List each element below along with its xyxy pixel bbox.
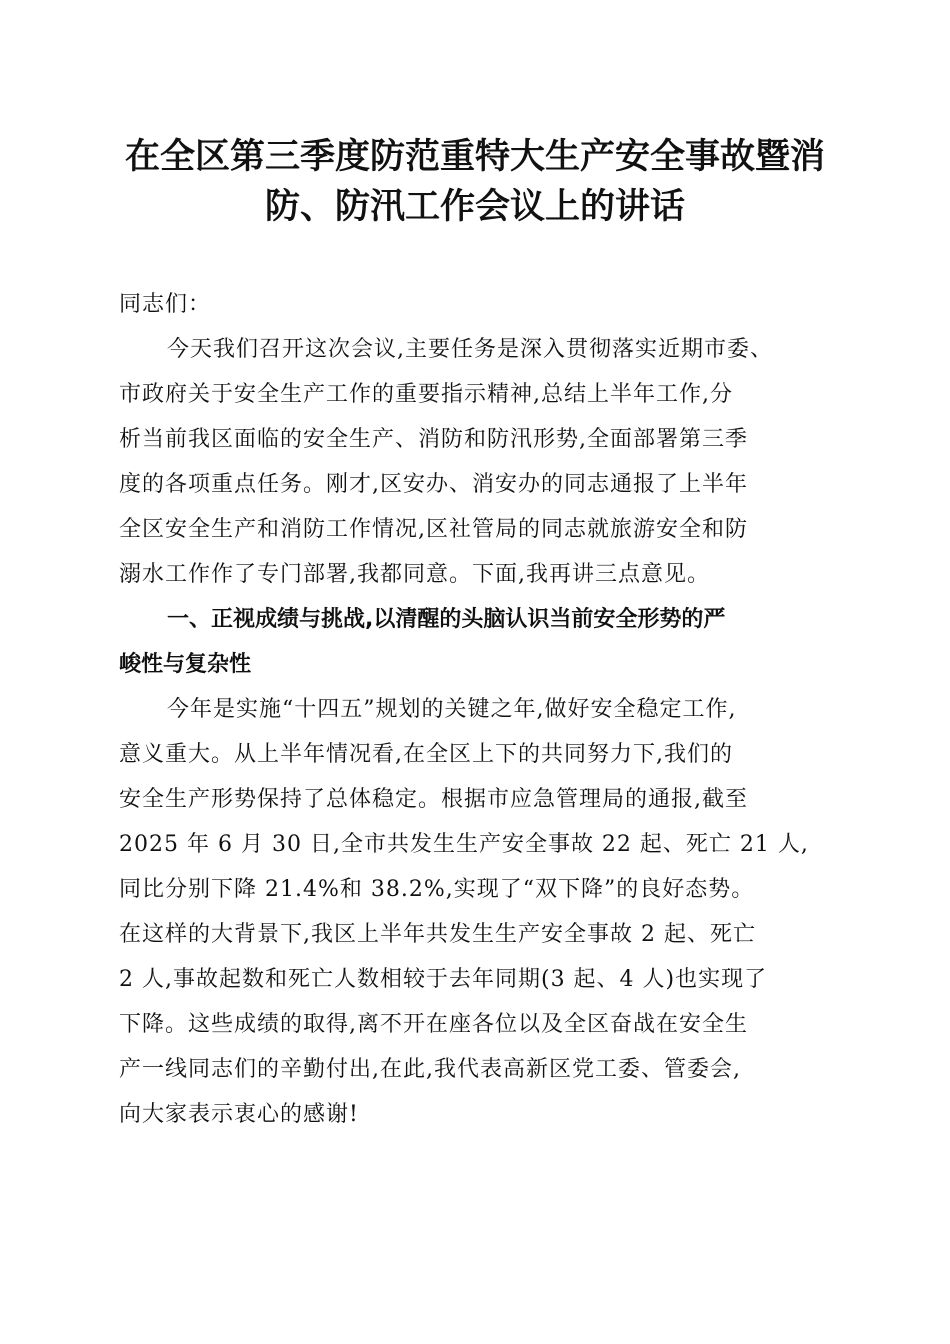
paragraph-2-line: 2 人,事故起数和死亡人数相较于去年同期(3 起、4 人)也实现了 — [119, 967, 768, 992]
paragraph-1-line: 溺水工作作了专门部署,我都同意。下面,我再讲三点意见。 — [119, 562, 710, 587]
paragraph-1 — [119, 327, 835, 597]
paragraph-2-line: 2025 年 6 月 30 日,全市共发生生产安全事故 22 起、死亡 21 人, — [119, 832, 809, 857]
paragraph-1-line: 度的各项重点任务。刚才,区安办、消安办的同志通报了上半年 — [119, 472, 748, 497]
paragraph-1-line: 市政府关于安全生产工作的重要指示精神,总结上半年工作,分 — [119, 382, 733, 407]
paragraph-2-line: 向大家表示衷心的感谢! — [119, 1102, 359, 1127]
section-heading-1-line: 峻性与复杂性 — [119, 652, 252, 677]
paragraph-2-line: 安全生产形势保持了总体稳定。根据市应急管理局的通报,截至 — [119, 787, 748, 812]
title-line-1: 在全区第三季度防范重特大生产安全事故暨消 — [124, 136, 825, 177]
salutation: 同志们： — [119, 292, 212, 317]
document-body — [119, 282, 835, 1137]
paragraph-2 — [119, 687, 835, 1137]
paragraph-2-line: 产一线同志们的辛勤付出,在此,我代表高新区党工委、管委会, — [119, 1057, 741, 1082]
paragraph-2-line: 意义重大。从上半年情况看,在全区上下的共同努力下,我们的 — [119, 742, 733, 767]
paragraph-2-line: 下降。这些成绩的取得,离不开在座各位以及全区奋战在安全生 — [119, 1012, 748, 1037]
section-heading-1 — [119, 597, 835, 687]
paragraph-2-line: 在这样的大背景下,我区上半年共发生生产安全事故 2 起、死亡 — [119, 922, 756, 947]
section-heading-1-line: 一、正视成绩与挑战,以清醒的头脑认识当前安全形势的严 — [167, 607, 726, 632]
paragraph-2-line: 同比分别下降 21.4%和 38.2%,实现了“双下降”的良好态势。 — [119, 877, 755, 902]
document-title — [110, 132, 840, 232]
paragraph-1-line: 今天我们召开这次会议,主要任务是深入贯彻落实近期市委、 — [167, 337, 773, 362]
paragraph-1-line: 全区安全生产和消防工作情况,区社管局的同志就旅游安全和防 — [119, 517, 748, 542]
paragraph-2-line: 今年是实施“十四五”规划的关键之年,做好安全稳定工作, — [167, 697, 737, 722]
paragraph-1-line: 析当前我区面临的安全生产、消防和防汛形势,全面部署第三季 — [119, 427, 748, 452]
title-line-2: 防、防汛工作会议上的讲话 — [264, 186, 685, 227]
